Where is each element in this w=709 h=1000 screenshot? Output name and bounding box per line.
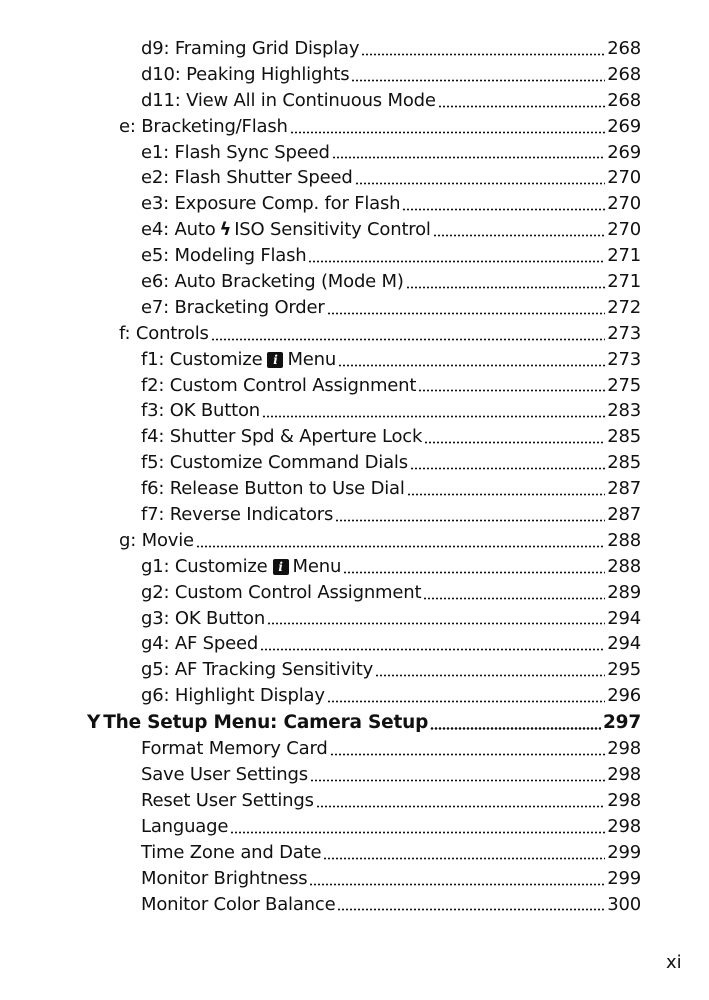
dot-leader xyxy=(267,622,605,625)
dot-leader xyxy=(343,571,605,574)
toc-group-entry xyxy=(0,528,709,554)
dot-leader xyxy=(309,883,605,886)
toc-page-number: 273 xyxy=(607,322,641,344)
toc-page-number: 272 xyxy=(607,296,641,318)
toc-entry xyxy=(0,88,709,114)
toc-entry-text: d10: Peaking Highlights xyxy=(141,63,350,85)
toc-entry-text: Language xyxy=(141,815,229,837)
toc-entry-label xyxy=(141,347,336,373)
toc-entry-label xyxy=(141,165,353,191)
toc-entry-text: f7: Reverse Indicators xyxy=(141,504,334,526)
toc-page-number: 295 xyxy=(607,659,641,681)
toc-entry-text: e6: Auto Bracketing (Mode M) xyxy=(141,271,404,293)
toc-entry-label xyxy=(141,606,265,632)
toc-entry-text: f6: Release Button to Use Dial xyxy=(141,478,405,500)
toc-page-number: 298 xyxy=(607,764,641,786)
toc-entry-text: Monitor Color Balance xyxy=(141,893,336,915)
dot-leader xyxy=(338,364,605,367)
toc-page-number: 297 xyxy=(602,712,641,734)
toc-entry-text: ISO Sensitivity Control xyxy=(234,219,431,241)
dot-leader xyxy=(316,805,605,808)
toc-entry xyxy=(0,347,709,373)
toc-entry-label xyxy=(141,88,436,114)
toc-section-heading xyxy=(0,709,709,736)
toc-entry xyxy=(0,140,709,166)
toc-entry-label xyxy=(141,398,260,424)
dot-leader xyxy=(260,648,605,651)
dot-leader xyxy=(418,389,605,392)
toc-entry-label xyxy=(141,191,400,217)
dot-leader xyxy=(310,779,605,782)
dot-leader xyxy=(323,857,605,860)
toc-entry-text: e3: Exposure Comp. for Flash xyxy=(141,193,401,215)
toc-entry-label xyxy=(141,631,258,657)
toc-page-number: 300 xyxy=(607,893,641,915)
toc-entry-label xyxy=(141,269,404,295)
toc-entry-text: f2: Custom Control Assignment xyxy=(141,374,417,396)
toc-entry-text: Menu xyxy=(292,555,342,577)
toc-entry-text: Menu xyxy=(287,348,337,370)
toc-entry-label xyxy=(141,814,228,840)
toc-entry-text: Format Memory Card xyxy=(141,738,328,760)
dot-leader xyxy=(196,545,605,548)
toc-entry-text: f1: Customize xyxy=(141,348,263,370)
dot-leader xyxy=(330,753,606,756)
toc-entry-text: Time Zone and Date xyxy=(141,841,322,863)
toc-page-number: 271 xyxy=(607,245,641,267)
toc-entry xyxy=(0,657,709,683)
toc-entry-text: e5: Modeling Flash xyxy=(141,245,307,267)
toc-page-number: 294 xyxy=(607,607,641,629)
toc-page-number: 271 xyxy=(607,271,641,293)
toc-page-number: 287 xyxy=(607,478,641,500)
toc-entry-text: f3: OK Button xyxy=(141,400,260,422)
toc-entry-text: Reset User Settings xyxy=(141,789,314,811)
toc-entry-text: e7: Bracketing Order xyxy=(141,296,325,318)
toc-entry xyxy=(0,476,709,502)
toc-entry-label xyxy=(141,450,408,476)
dot-leader xyxy=(355,182,606,185)
toc-page-number: 298 xyxy=(607,815,641,837)
toc-group-entry xyxy=(0,114,709,140)
toc-entry-label xyxy=(141,683,325,709)
dot-leader xyxy=(290,131,606,134)
toc-entry xyxy=(0,840,709,866)
dot-leader xyxy=(351,79,605,82)
toc-entry-text: e4: Auto xyxy=(141,219,216,241)
dot-leader xyxy=(407,493,606,496)
toc-entry xyxy=(0,450,709,476)
toc-entry-label xyxy=(141,424,422,450)
dot-leader xyxy=(423,597,605,600)
toc-page-number: 298 xyxy=(607,738,641,760)
toc-page-number: 269 xyxy=(607,141,641,163)
toc-entry-text: f: Controls xyxy=(119,322,209,344)
toc-entry xyxy=(0,295,709,321)
dot-leader xyxy=(337,908,605,911)
toc-page-number: 268 xyxy=(607,38,641,59)
toc-group-entry xyxy=(0,321,709,347)
toc-entry-text: g1: Customize xyxy=(141,555,268,577)
toc-entry-label xyxy=(141,295,325,321)
toc-entry-label xyxy=(119,321,209,347)
toc-page-number: 287 xyxy=(607,504,641,526)
toc-entry-label xyxy=(141,217,431,243)
toc-page-number: 268 xyxy=(607,63,641,85)
toc-entry-text: g5: AF Tracking Sensitivity xyxy=(141,659,374,681)
toc-entry-text: e: Bracketing/Flash xyxy=(119,115,288,137)
flash-icon: ϟ xyxy=(219,219,232,241)
toc-entry xyxy=(0,892,709,918)
toc-entry-label xyxy=(119,114,288,140)
toc-entry xyxy=(0,165,709,191)
page-number: xi xyxy=(666,952,682,973)
dot-leader xyxy=(308,260,605,263)
toc-entry-label xyxy=(141,866,307,892)
toc-entry-text: f5: Customize Command Dials xyxy=(141,452,408,474)
toc-entry xyxy=(0,424,709,450)
toc-entry-text: g4: AF Speed xyxy=(141,633,259,655)
toc-page-number: 299 xyxy=(607,867,641,889)
toc-page-number: 294 xyxy=(607,633,641,655)
toc-entry xyxy=(0,62,709,88)
toc-page-number: 288 xyxy=(607,529,641,551)
toc-entry-text: e2: Flash Shutter Speed xyxy=(141,167,353,189)
toc-page-number: 288 xyxy=(607,555,641,577)
toc-entry-label xyxy=(141,736,328,762)
toc-entry-label xyxy=(141,554,341,580)
toc-entry xyxy=(0,580,709,606)
toc-page-number: 270 xyxy=(607,219,641,241)
toc-entry xyxy=(0,269,709,295)
toc-entry xyxy=(0,502,709,528)
dot-leader xyxy=(406,286,606,289)
toc-page-number: 268 xyxy=(607,89,641,111)
toc-entry-text: g3: OK Button xyxy=(141,607,266,629)
toc-entry-text: Monitor Brightness xyxy=(141,867,308,889)
dot-leader xyxy=(438,105,605,108)
toc-entry-text: The Setup Menu: Camera Setup xyxy=(103,712,429,734)
dot-leader xyxy=(262,415,605,418)
dot-leader xyxy=(430,727,601,730)
toc-entry-text: g: Movie xyxy=(119,529,194,551)
toc-page-number: 299 xyxy=(607,841,641,863)
toc-entry-text: d11: View All in Continuous Mode xyxy=(141,89,436,111)
wrench-icon: Y xyxy=(87,712,101,734)
toc-entry xyxy=(0,606,709,632)
dot-leader xyxy=(424,441,605,444)
dot-leader xyxy=(230,831,605,834)
toc-entry xyxy=(0,631,709,657)
toc-page-number: 270 xyxy=(607,193,641,215)
toc-entry-label xyxy=(87,709,428,736)
toc-entry-label xyxy=(141,373,416,399)
toc-entry-label xyxy=(141,62,349,88)
toc-entry-text: f4: Shutter Spd & Aperture Lock xyxy=(141,426,423,448)
toc-page-number: 283 xyxy=(607,400,641,422)
i-button-icon: i xyxy=(273,559,289,575)
dot-leader xyxy=(211,338,606,341)
toc-entry-text: d9: Framing Grid Display xyxy=(141,38,360,59)
toc-page-number: 270 xyxy=(607,167,641,189)
toc-entry-text: g2: Custom Control Assignment xyxy=(141,581,422,603)
toc-entry xyxy=(0,762,709,788)
toc-entry xyxy=(0,398,709,424)
toc-entry xyxy=(0,788,709,814)
toc-entry-label xyxy=(141,502,333,528)
toc-page-number: 273 xyxy=(607,348,641,370)
toc-entry-label xyxy=(141,762,308,788)
toc-entry xyxy=(0,217,709,243)
toc-entry-label xyxy=(141,140,330,166)
toc-entry-label xyxy=(141,840,321,866)
dot-leader xyxy=(410,467,605,470)
toc-entry xyxy=(0,736,709,762)
table-of-contents xyxy=(0,36,709,917)
dot-leader xyxy=(332,156,605,159)
toc-page-number: 269 xyxy=(607,115,641,137)
toc-entry-label xyxy=(119,528,194,554)
toc-page-number: 285 xyxy=(607,426,641,448)
dot-leader xyxy=(433,234,606,237)
toc-page-number: 298 xyxy=(607,789,641,811)
toc-entry xyxy=(0,373,709,399)
toc-page-number: 289 xyxy=(607,581,641,603)
toc-entry xyxy=(0,36,709,62)
toc-entry-label xyxy=(141,580,421,606)
toc-page-number: 296 xyxy=(607,685,641,707)
toc-entry-label xyxy=(141,657,373,683)
toc-entry xyxy=(0,866,709,892)
toc-entry-label xyxy=(141,892,335,918)
toc-page-number: 275 xyxy=(607,374,641,396)
dot-leader xyxy=(327,700,605,703)
toc-entry xyxy=(0,683,709,709)
toc-entry xyxy=(0,243,709,269)
toc-entry-label xyxy=(141,243,306,269)
toc-entry-label xyxy=(141,476,405,502)
toc-entry xyxy=(0,814,709,840)
toc-page-number: 285 xyxy=(607,452,641,474)
toc-entry-text: Save User Settings xyxy=(141,764,308,786)
i-button-icon: i xyxy=(267,352,283,368)
toc-entry-text: e1: Flash Sync Speed xyxy=(141,141,330,163)
toc-entry-text: g6: Highlight Display xyxy=(141,685,325,707)
dot-leader xyxy=(335,519,605,522)
toc-entry xyxy=(0,554,709,580)
toc-entry-label xyxy=(141,788,314,814)
dot-leader xyxy=(402,208,605,211)
dot-leader xyxy=(375,674,605,677)
dot-leader xyxy=(327,312,606,315)
dot-leader xyxy=(361,53,605,56)
toc-entry xyxy=(0,191,709,217)
toc-entry-label xyxy=(141,36,359,62)
